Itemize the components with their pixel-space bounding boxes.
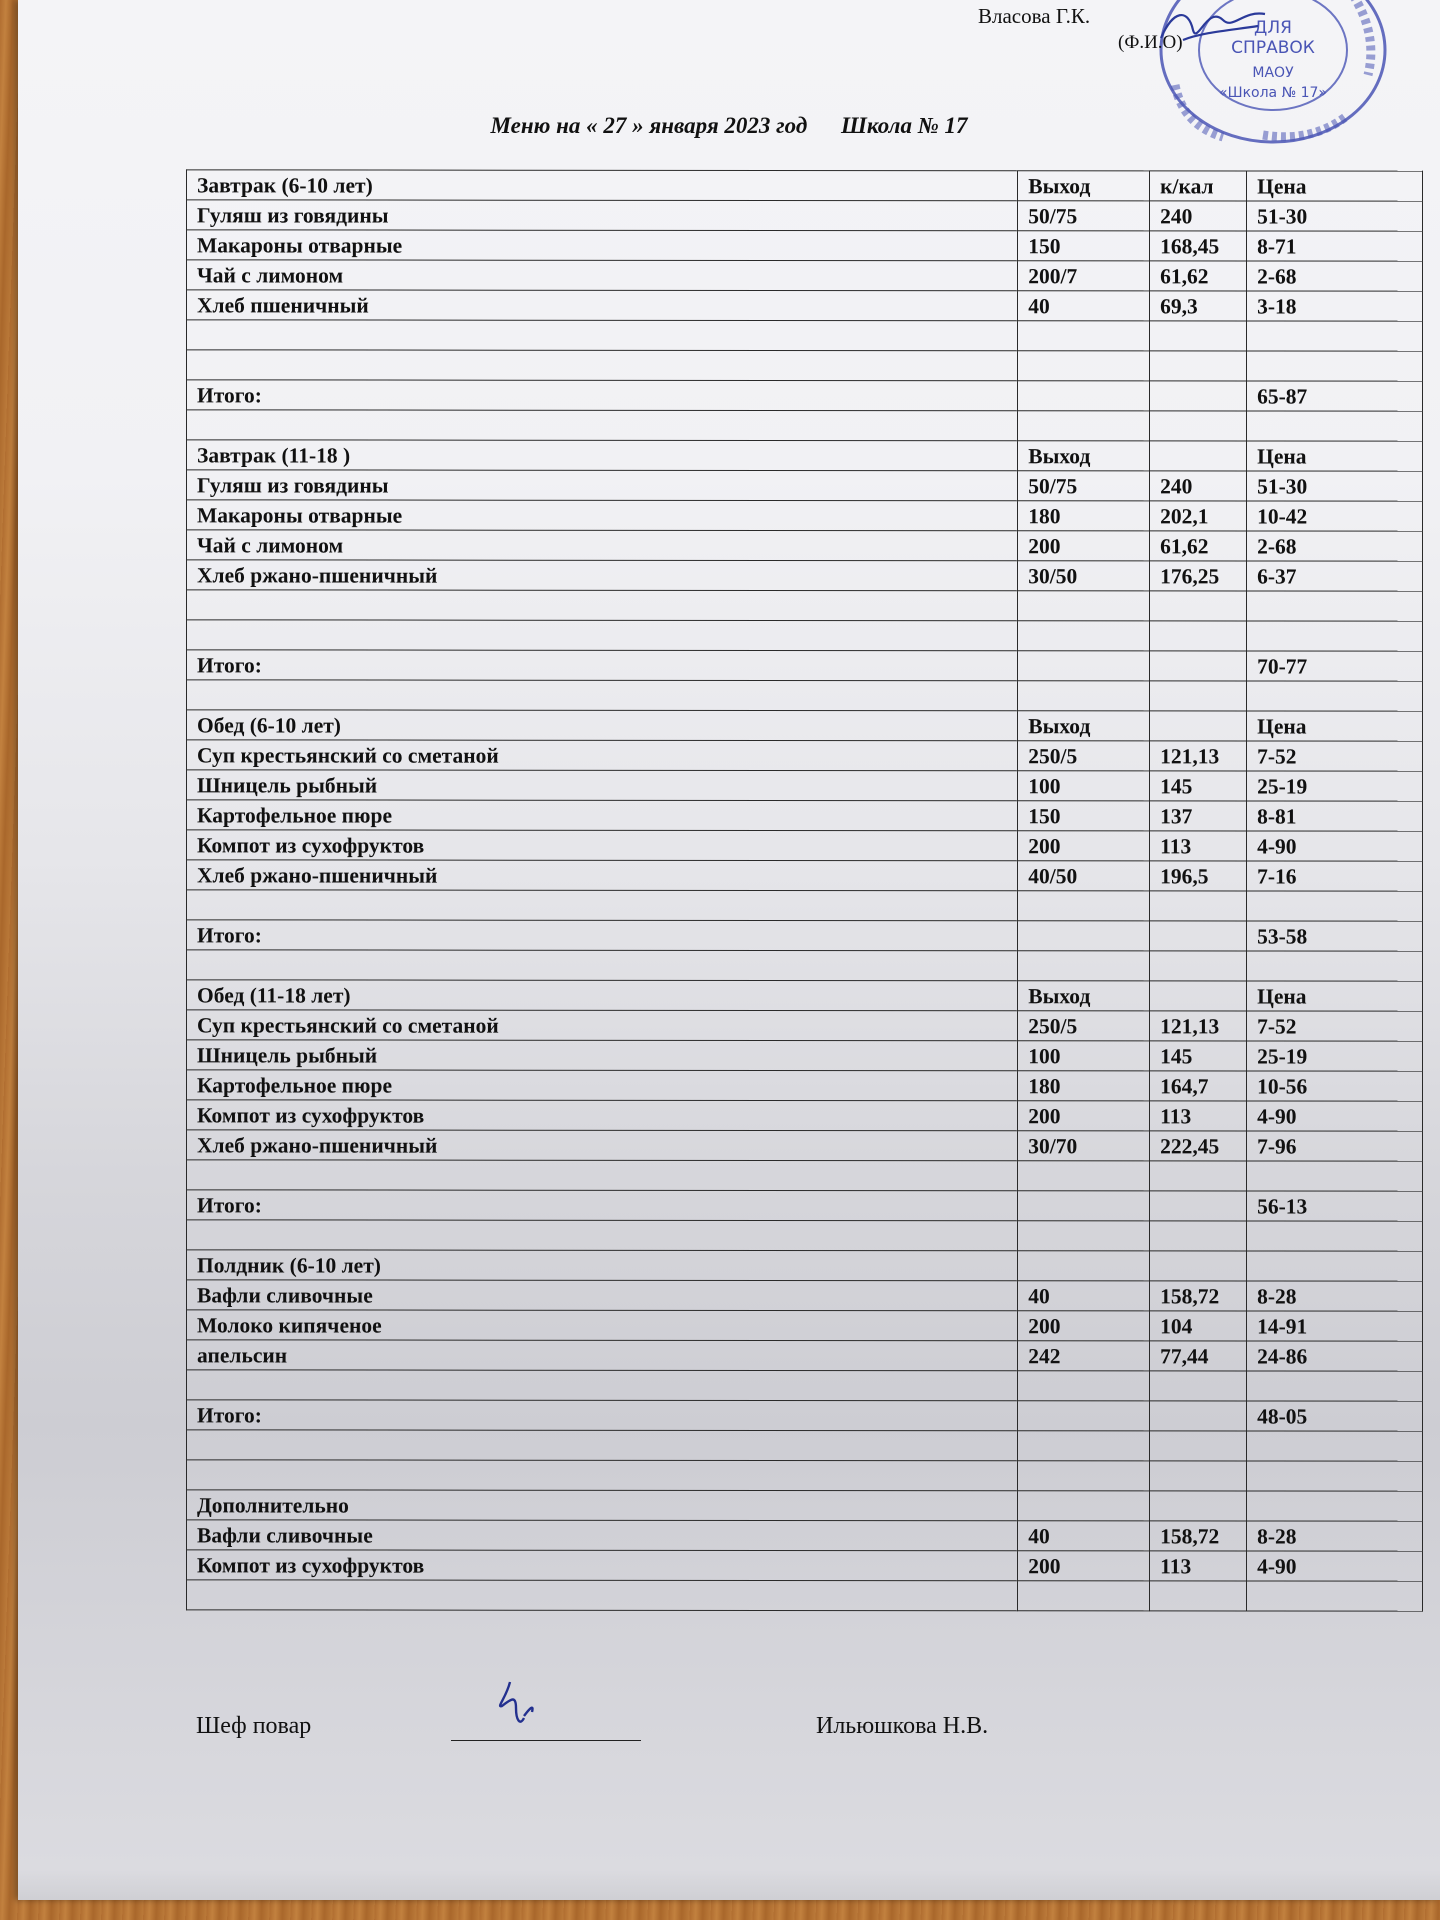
kcal-cell: 222,45: [1150, 1131, 1247, 1161]
portion-cell: 40: [1018, 291, 1150, 321]
table-row: [187, 1490, 1423, 1521]
price-cell: 4-90: [1247, 1101, 1423, 1131]
table-row: [187, 1340, 1423, 1371]
portion-cell: 180: [1018, 501, 1150, 531]
price-cell: [1247, 1581, 1423, 1611]
table-row: [187, 1400, 1423, 1431]
price-cell: 56-13: [1247, 1191, 1423, 1221]
dish-name-cell: Хлеб ржано-пшеничный: [187, 560, 1018, 591]
portion-cell: 100: [1018, 1041, 1150, 1071]
portion-cell: 50/75: [1018, 471, 1150, 501]
dish-name-cell: Хлеб пшеничный: [187, 290, 1018, 321]
table-row: [187, 980, 1423, 1011]
dish-name-cell: Вафли сливочные: [187, 1280, 1018, 1311]
price-cell: 70-77: [1247, 651, 1423, 681]
kcal-cell: 113: [1150, 1101, 1247, 1131]
kcal-cell: [1150, 1461, 1247, 1491]
portion-cell: 40: [1018, 1521, 1150, 1551]
stamp-line-2: СПРАВОК: [1231, 38, 1315, 58]
kcal-cell: [1150, 411, 1247, 441]
price-cell: [1247, 1371, 1423, 1401]
kcal-cell: [1150, 981, 1247, 1011]
kcal-cell: [1150, 1161, 1247, 1191]
dish-name-cell: Гуляш из говядины: [187, 200, 1018, 231]
school-title: Школа № 17: [841, 113, 968, 138]
portion-cell: [1018, 351, 1150, 381]
price-cell: 6-37: [1247, 561, 1423, 591]
portion-cell: 250/5: [1018, 1011, 1150, 1041]
kcal-cell: 121,13: [1150, 741, 1247, 771]
kcal-cell: [1150, 891, 1247, 921]
portion-cell: 40: [1018, 1281, 1150, 1311]
table-row: [187, 620, 1423, 651]
dish-name-cell: Итого:: [187, 380, 1018, 411]
dish-name-cell: Картофельное пюре: [187, 800, 1018, 831]
portion-cell: [1018, 1161, 1150, 1191]
table-row: [187, 1010, 1423, 1041]
kcal-cell: 137: [1150, 801, 1247, 831]
table-row: [187, 440, 1423, 471]
table-row: [187, 470, 1423, 501]
table-row: [187, 1220, 1423, 1251]
portion-cell: Выход: [1018, 981, 1150, 1011]
kcal-cell: 61,62: [1150, 261, 1247, 291]
price-cell: 2-68: [1247, 531, 1423, 561]
portion-cell: [1018, 621, 1150, 651]
price-cell: [1247, 1491, 1423, 1521]
portion-cell: [1018, 1401, 1150, 1431]
portion-cell: [1018, 1431, 1150, 1461]
dish-name-cell: Макароны отварные: [187, 500, 1018, 531]
portion-cell: [1018, 1581, 1150, 1611]
dish-name-cell: Итого:: [187, 1400, 1018, 1431]
menu-title: [18, 113, 1440, 139]
portion-cell: 30/70: [1018, 1131, 1150, 1161]
portion-cell: [1018, 321, 1150, 351]
portion-cell: [1018, 591, 1150, 621]
dish-name-cell: Чай с лимоном: [187, 260, 1018, 291]
table-row: [187, 1250, 1423, 1281]
dish-name-cell: Обед (11-18 лет): [187, 980, 1018, 1011]
price-cell: Цена: [1247, 171, 1423, 201]
table-row: [187, 1460, 1423, 1491]
dish-name-cell: [187, 1220, 1018, 1251]
table-row: [187, 410, 1423, 441]
dish-name-cell: [187, 1460, 1018, 1491]
kcal-cell: [1150, 681, 1247, 711]
dish-name-cell: апельсин: [187, 1340, 1018, 1371]
price-cell: 4-90: [1247, 1551, 1423, 1581]
chef-signature-line: [451, 1740, 641, 1741]
dish-name-cell: Итого:: [187, 1190, 1018, 1221]
dish-name-cell: Хлеб ржано-пшеничный: [187, 860, 1018, 891]
price-cell: 7-16: [1247, 861, 1423, 891]
dish-name-cell: [187, 1430, 1018, 1461]
table-row: [187, 290, 1423, 321]
kcal-cell: [1150, 951, 1247, 981]
table-row: [187, 680, 1423, 711]
table-row: [187, 1310, 1423, 1341]
price-cell: 48-05: [1247, 1401, 1423, 1431]
kcal-cell: 77,44: [1150, 1341, 1247, 1371]
portion-cell: [1018, 951, 1150, 981]
kcal-cell: 168,45: [1150, 231, 1247, 261]
portion-cell: Выход: [1018, 171, 1150, 201]
dish-name-cell: [187, 620, 1018, 651]
price-cell: [1247, 1461, 1423, 1491]
dish-name-cell: Хлеб ржано-пшеничный: [187, 1130, 1018, 1161]
dish-name-cell: Завтрак (11-18 ): [187, 440, 1018, 471]
kcal-cell: 176,25: [1150, 561, 1247, 591]
dish-name-cell: Макароны отварные: [187, 230, 1018, 261]
portion-cell: [1018, 381, 1150, 411]
table-row: [187, 170, 1423, 201]
portion-cell: 50/75: [1018, 201, 1150, 231]
price-cell: 7-52: [1247, 741, 1423, 771]
price-cell: 51-30: [1247, 471, 1423, 501]
dish-name-cell: [187, 590, 1018, 621]
portion-cell: [1018, 1371, 1150, 1401]
portion-cell: 150: [1018, 231, 1150, 261]
price-cell: 51-30: [1247, 201, 1423, 231]
portion-cell: 30/50: [1018, 561, 1150, 591]
table-row: [187, 380, 1423, 411]
price-cell: [1247, 1251, 1423, 1281]
price-cell: [1247, 411, 1423, 441]
table-row: [187, 1040, 1423, 1071]
dish-name-cell: [187, 320, 1018, 351]
portion-cell: [1018, 1221, 1150, 1251]
dish-name-cell: Чай с лимоном: [187, 530, 1018, 561]
kcal-cell: [1150, 651, 1247, 681]
portion-cell: [1018, 681, 1150, 711]
table-row: [187, 260, 1423, 291]
table-row: [187, 320, 1423, 351]
price-cell: 7-96: [1247, 1131, 1423, 1161]
kcal-cell: 61,62: [1150, 531, 1247, 561]
portion-cell: 200: [1018, 1101, 1150, 1131]
table-row: [187, 770, 1423, 801]
dish-name-cell: Вафли сливочные: [187, 1520, 1018, 1551]
price-cell: 24-86: [1247, 1341, 1423, 1371]
table-row: [187, 860, 1423, 891]
price-cell: 8-28: [1247, 1521, 1423, 1551]
kcal-cell: 145: [1150, 1041, 1247, 1071]
dish-name-cell: Молоко кипяченое: [187, 1310, 1018, 1341]
kcal-cell: [1150, 591, 1247, 621]
dish-name-cell: Суп крестьянский со сметаной: [187, 740, 1018, 771]
price-cell: 8-28: [1247, 1281, 1423, 1311]
table-row: [187, 350, 1423, 381]
dish-name-cell: Картофельное пюре: [187, 1070, 1018, 1101]
table-row: [187, 830, 1423, 861]
kcal-cell: 240: [1150, 201, 1247, 231]
price-cell: [1247, 1221, 1423, 1251]
table-row: [187, 530, 1423, 561]
portion-cell: [1018, 891, 1150, 921]
stamp-line-4: «Школа № 17»: [1219, 85, 1327, 101]
kcal-cell: к/кал: [1150, 171, 1247, 201]
stamp-line-1: ДЛЯ: [1254, 18, 1292, 38]
table-row: [187, 500, 1423, 531]
price-cell: 14-91: [1247, 1311, 1423, 1341]
table-row: [187, 1430, 1423, 1461]
portion-cell: [1018, 1251, 1150, 1281]
dish-name-cell: [187, 410, 1018, 441]
kcal-cell: [1150, 621, 1247, 651]
dish-name-cell: Итого:: [187, 650, 1018, 681]
kcal-cell: 158,72: [1150, 1521, 1247, 1551]
dish-name-cell: Полдник (6-10 лет): [187, 1250, 1018, 1281]
portion-cell: [1018, 411, 1150, 441]
kcal-cell: [1150, 1371, 1247, 1401]
kcal-cell: 240: [1150, 471, 1247, 501]
kcal-cell: [1150, 1491, 1247, 1521]
portion-cell: 180: [1018, 1071, 1150, 1101]
kcal-cell: 158,72: [1150, 1281, 1247, 1311]
table-row: [187, 1160, 1423, 1191]
dish-name-cell: Итого:: [187, 920, 1018, 951]
dish-name-cell: [187, 350, 1018, 381]
price-cell: [1247, 681, 1423, 711]
dish-name-cell: Обед (6-10 лет): [187, 710, 1018, 741]
price-cell: 3-18: [1247, 291, 1423, 321]
fio-label: (Ф.И.О): [1118, 32, 1183, 53]
kcal-cell: [1150, 381, 1247, 411]
portion-cell: 150: [1018, 801, 1150, 831]
dish-name-cell: [187, 1580, 1018, 1611]
dish-name-cell: Гуляш из говядины: [187, 470, 1018, 501]
portion-cell: [1018, 651, 1150, 681]
portion-cell: [1018, 1461, 1150, 1491]
dish-name-cell: Завтрак (6-10 лет): [187, 170, 1018, 201]
portion-cell: 200: [1018, 1311, 1150, 1341]
portion-cell: 200/7: [1018, 261, 1150, 291]
price-cell: 8-71: [1247, 231, 1423, 261]
table-row: [187, 1100, 1423, 1131]
price-cell: [1247, 891, 1423, 921]
menu-table-body: [187, 170, 1423, 1611]
table-row: [187, 1550, 1423, 1581]
table-row: [187, 1520, 1423, 1551]
table-row: [187, 1130, 1423, 1161]
table-row: [187, 1070, 1423, 1101]
dish-name-cell: [187, 1370, 1018, 1401]
price-cell: Цена: [1247, 441, 1423, 471]
price-cell: [1247, 351, 1423, 381]
dish-name-cell: Дополнительно: [187, 1490, 1018, 1521]
price-cell: 10-56: [1247, 1071, 1423, 1101]
table-row: [187, 1190, 1423, 1221]
price-cell: [1247, 591, 1423, 621]
price-cell: [1247, 951, 1423, 981]
dish-name-cell: [187, 950, 1018, 981]
chef-name: Ильюшкова Н.В.: [816, 1713, 989, 1739]
kcal-cell: 113: [1150, 1551, 1247, 1581]
stamp-line-3: МАОУ: [1252, 65, 1294, 81]
kcal-cell: 104: [1150, 1311, 1247, 1341]
portion-cell: Выход: [1018, 711, 1150, 741]
kcal-cell: [1150, 1401, 1247, 1431]
kcal-cell: [1150, 351, 1247, 381]
price-cell: 2-68: [1247, 261, 1423, 291]
table-row: [187, 230, 1423, 261]
menu-date-title: Меню на « 27 » января 2023 год: [490, 113, 808, 138]
kcal-cell: [1150, 321, 1247, 351]
portion-cell: [1018, 1191, 1150, 1221]
kcal-cell: 69,3: [1150, 291, 1247, 321]
approver-name: Власова Г.К.: [978, 4, 1091, 28]
kcal-cell: [1150, 1431, 1247, 1461]
portion-cell: 242: [1018, 1341, 1150, 1371]
price-cell: Цена: [1247, 981, 1423, 1011]
dish-name-cell: Шницель рыбный: [187, 1040, 1018, 1071]
portion-cell: [1018, 921, 1150, 951]
price-cell: [1247, 321, 1423, 351]
portion-cell: 40/50: [1018, 861, 1150, 891]
portion-cell: 100: [1018, 771, 1150, 801]
price-cell: [1247, 1161, 1423, 1191]
table-row: [187, 650, 1423, 681]
price-cell: 7-52: [1247, 1011, 1423, 1041]
portion-cell: 200: [1018, 531, 1150, 561]
dish-name-cell: Шницель рыбный: [187, 770, 1018, 801]
dish-name-cell: Суп крестьянский со сметаной: [187, 1010, 1018, 1041]
price-cell: [1247, 1431, 1423, 1461]
price-cell: [1247, 621, 1423, 651]
kcal-cell: 196,5: [1150, 861, 1247, 891]
table-row: [187, 950, 1423, 981]
price-cell: 4-90: [1247, 831, 1423, 861]
menu-document: [18, 0, 1440, 1900]
table-row: [187, 1370, 1423, 1401]
kcal-cell: 202,1: [1150, 501, 1247, 531]
table-row: [187, 920, 1423, 951]
kcal-cell: 113: [1150, 831, 1247, 861]
kcal-cell: [1150, 1191, 1247, 1221]
dish-name-cell: Компот из сухофруктов: [187, 1550, 1018, 1581]
portion-cell: Выход: [1018, 441, 1150, 471]
menu-table: [186, 169, 1423, 1611]
table-row: [187, 890, 1423, 921]
price-cell: 25-19: [1247, 1041, 1423, 1071]
portion-cell: 200: [1018, 831, 1150, 861]
table-row: [187, 560, 1423, 591]
table-row: [187, 1280, 1423, 1311]
table-row: [187, 590, 1423, 621]
price-cell: 8-81: [1247, 801, 1423, 831]
dish-name-cell: [187, 680, 1018, 711]
chef-role: Шеф повар: [196, 1713, 312, 1739]
kcal-cell: [1150, 921, 1247, 951]
kcal-cell: 164,7: [1150, 1071, 1247, 1101]
kcal-cell: [1150, 1251, 1247, 1281]
dish-name-cell: Компот из сухофруктов: [187, 830, 1018, 861]
price-cell: Цена: [1247, 711, 1423, 741]
kcal-cell: 145: [1150, 771, 1247, 801]
kcal-cell: 121,13: [1150, 1011, 1247, 1041]
kcal-cell: [1150, 1581, 1247, 1611]
price-cell: 65-87: [1247, 381, 1423, 411]
chef-signature: [486, 1668, 556, 1738]
table-row: [187, 710, 1423, 741]
table-row: [187, 200, 1423, 231]
portion-cell: 250/5: [1018, 741, 1150, 771]
portion-cell: [1018, 1491, 1150, 1521]
dish-name-cell: Компот из сухофруктов: [187, 1100, 1018, 1131]
table-row: [187, 1580, 1423, 1611]
kcal-cell: [1150, 1221, 1247, 1251]
table-row: [187, 740, 1423, 771]
price-cell: 53-58: [1247, 921, 1423, 951]
table-row: [187, 800, 1423, 831]
dish-name-cell: [187, 890, 1018, 921]
price-cell: 10-42: [1247, 501, 1423, 531]
kcal-cell: [1150, 441, 1247, 471]
portion-cell: 200: [1018, 1551, 1150, 1581]
kcal-cell: [1150, 711, 1247, 741]
price-cell: 25-19: [1247, 771, 1423, 801]
dish-name-cell: [187, 1160, 1018, 1191]
